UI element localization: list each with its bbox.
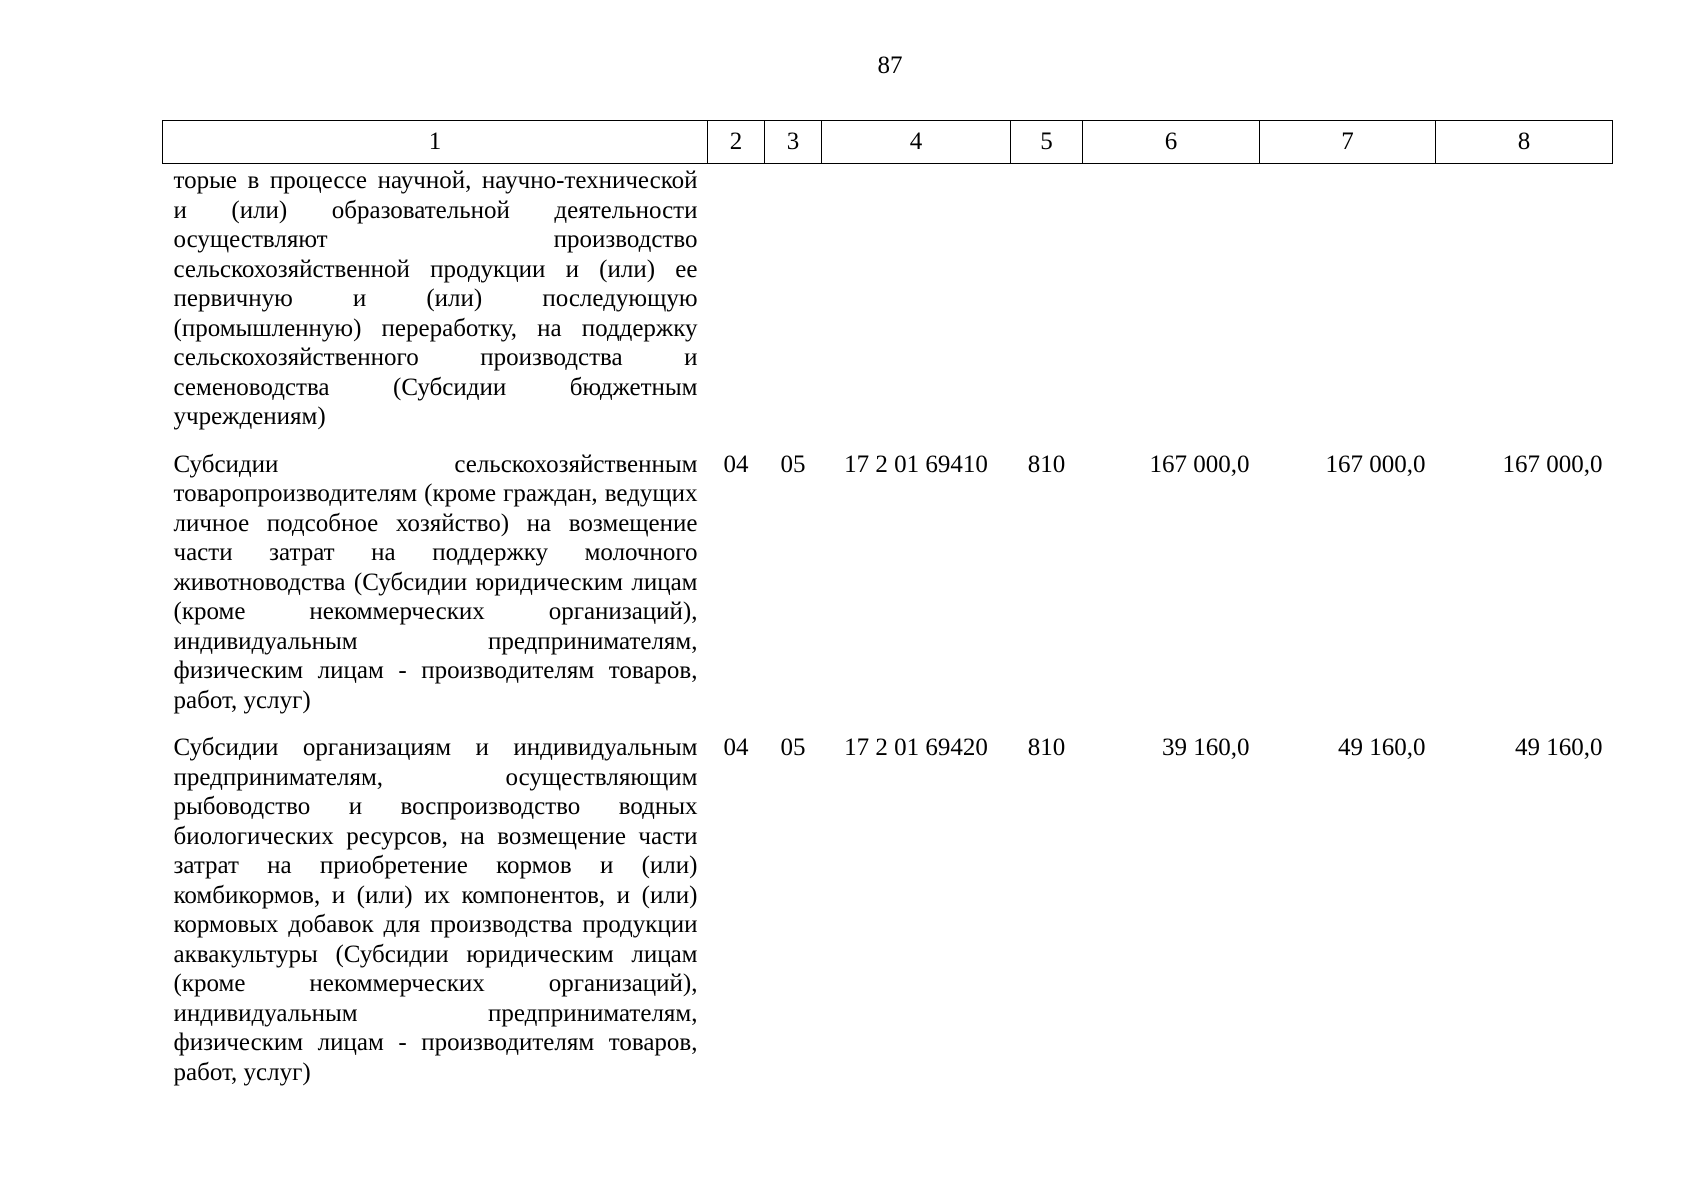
row-amount-8	[1436, 164, 1613, 442]
row-subsection: 05	[780, 734, 806, 761]
row-section	[708, 164, 765, 442]
header-col-6: 6	[1083, 121, 1260, 164]
row-target-code: 17 2 01 69410	[844, 450, 988, 478]
row-amount-7	[1260, 164, 1436, 442]
row-amount-7: 167 000,0	[1325, 450, 1426, 478]
row-subsection: 05	[780, 450, 806, 478]
table-row	[163, 164, 1613, 442]
row-subsection	[765, 164, 822, 442]
row-amount-7: 49 160,0	[1338, 734, 1426, 761]
row-section: 04	[723, 734, 749, 761]
row-expense-type	[1011, 164, 1083, 442]
table-header	[163, 121, 1613, 164]
row-amount-8: 49 160,0	[1515, 734, 1603, 761]
row-description: Субсидии организациям и индивидуальным предпринимателям, осуществляющим рыбоводство и воспроизводство водных биологических ресурсов, на возмещение части затрат на приобретение кормов и (или) комбикормов, и (или) их компонентов, и (или) кормовых добавок для производства продукции аквакультуры (Субсидии юридическим лицам (кроме некоммерческих организаций), индивидуальным предпринимателям, физическим лицам - производителям товаров, работ, услуг)	[173, 734, 698, 1086]
row-target-code	[822, 164, 1011, 442]
row-amount-6: 167 000,0	[1149, 450, 1250, 478]
row-amount-6: 39 160,0	[1162, 734, 1250, 761]
header-col-8: 8	[1436, 121, 1613, 164]
budget-table	[162, 120, 1613, 1097]
header-row	[163, 121, 1613, 164]
header-col-3: 3	[765, 121, 822, 164]
row-target-code: 17 2 01 69420	[844, 734, 988, 761]
table-row	[163, 725, 1613, 1097]
header-col-7: 7	[1260, 121, 1436, 164]
row-description: торые в процессе научной, научно-технической и (или) образовательной деятельности осуществляют производство сельскохозяйственной продукции и (или) ее первичную и (или) последующую (промышленную) переработку, на поддержку сельскохозяйственного производства и семеноводства (Субсидии бюджетным учреждениям)	[173, 167, 698, 430]
header-col-4: 4	[822, 121, 1011, 164]
row-expense-type: 810	[1027, 450, 1066, 478]
page-number: 87	[877, 52, 903, 79]
row-description: Субсидии сельскохозяйственным товаропроизводителям (кроме граждан, ведущих личное подсобное хозяйство) на возмещение части затрат на поддержку молочного животноводства (Субсидии юридическим лицам (кроме некоммерческих организаций), индивидуальным предпринимателям, физическим лицам - производителям товаров, работ, услуг)	[173, 450, 698, 714]
header-col-2: 2	[708, 121, 765, 164]
row-section: 04	[723, 450, 749, 478]
row-expense-type: 810	[1027, 734, 1066, 761]
header-col-5: 5	[1011, 121, 1083, 164]
table-row	[163, 442, 1613, 726]
header-col-1: 1	[163, 121, 708, 164]
row-amount-8: 167 000,0	[1502, 450, 1603, 478]
row-amount-6	[1083, 164, 1260, 442]
